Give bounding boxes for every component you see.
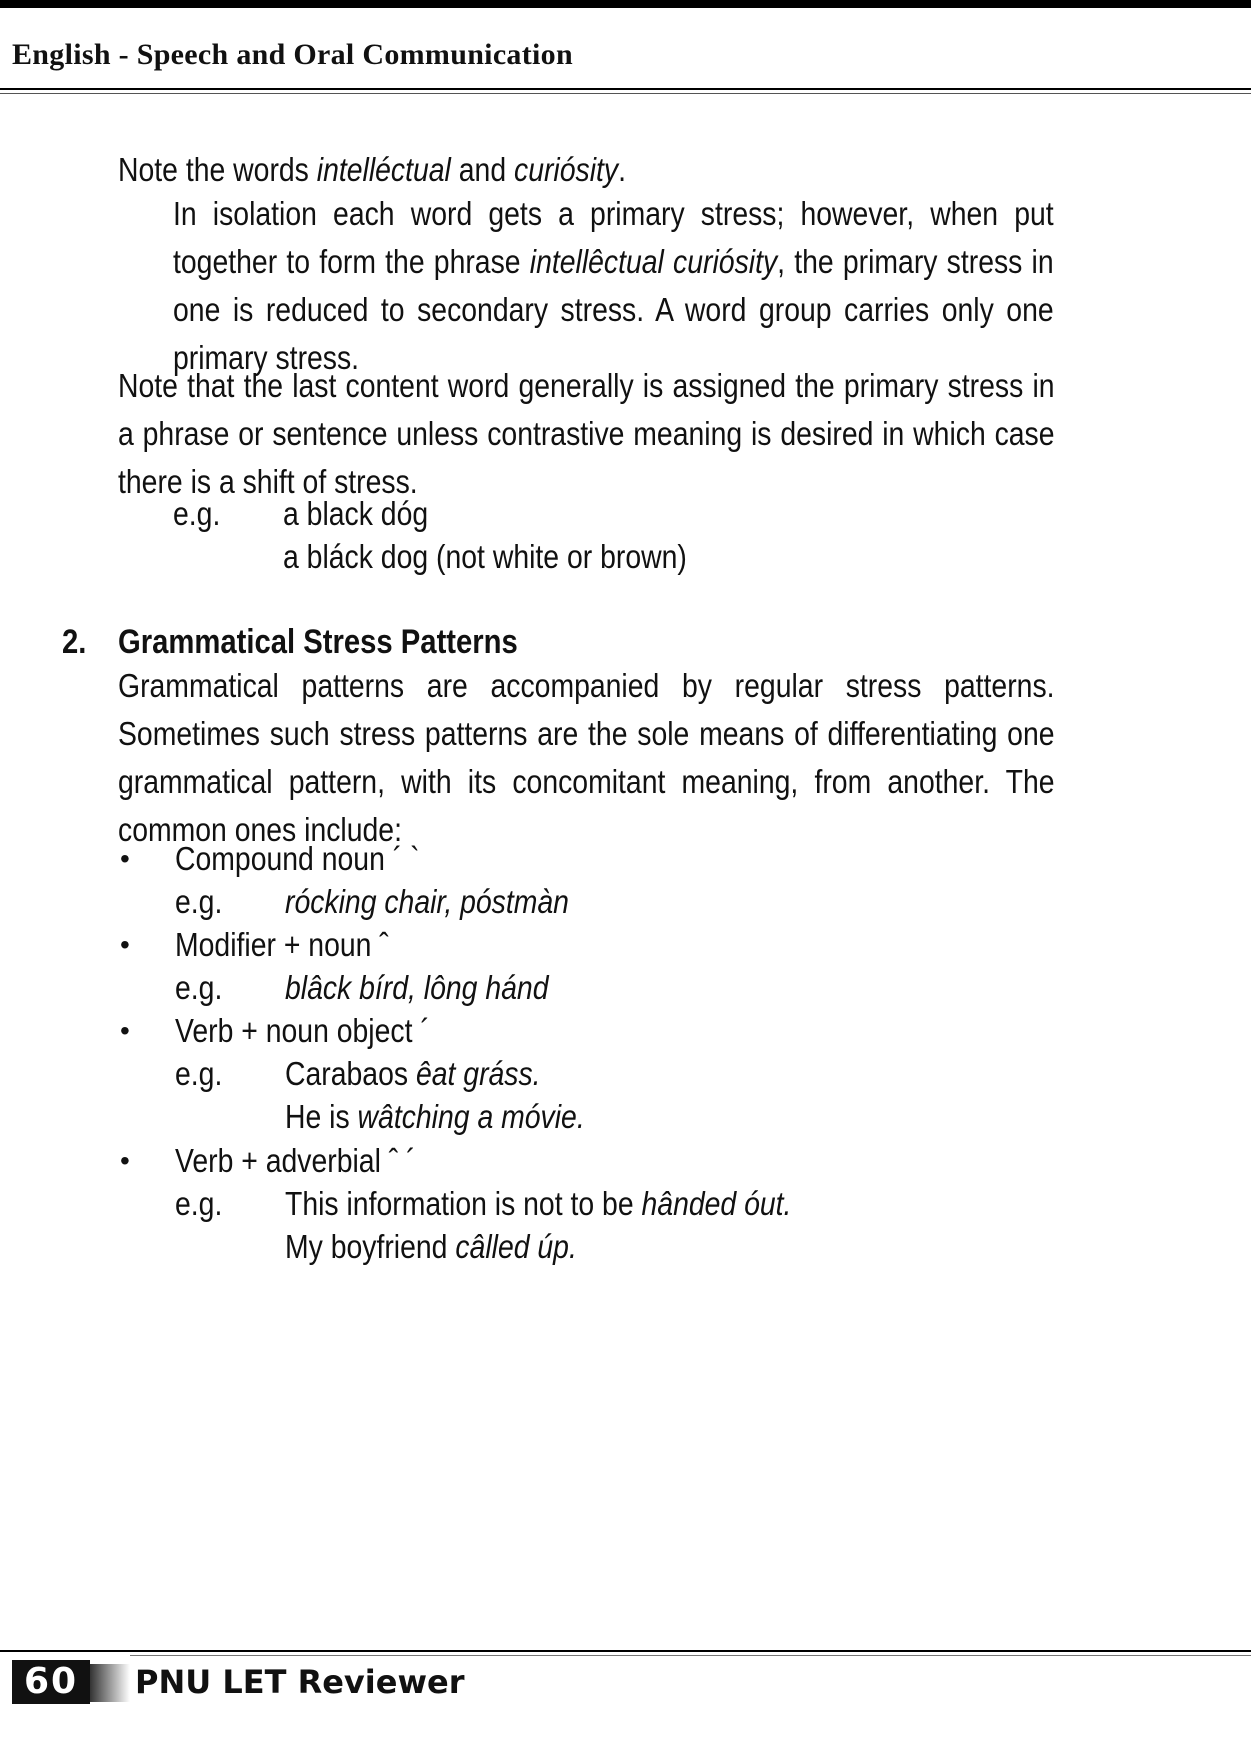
stress-marks: ˆ ´ <box>388 1142 416 1179</box>
note1-word-curiosity: curiósity <box>514 151 619 188</box>
footer-rule-thin <box>130 1655 1251 1656</box>
stress-marks: ´ <box>420 1012 430 1049</box>
eg-label: e.g. <box>175 1055 223 1092</box>
bullet-label: Verb + noun object <box>175 1012 413 1049</box>
stress-marks: ˆ <box>379 926 389 963</box>
example-stressed: êat gráss. <box>415 1055 541 1092</box>
last-content-word-paragraph: Note that the last content word generally is assigned the primary stress in a phrase or sentence unless contrastive meaning is desired in which case there is a shift of stress. <box>118 367 1055 500</box>
example-black-dog: a black dóg <box>283 495 429 532</box>
header-rule <box>0 88 1251 90</box>
example-text: Carabaos <box>285 1055 416 1092</box>
bullet-verb-noun-object <box>175 1007 430 1055</box>
eg-label: e.g. <box>175 969 223 1006</box>
para1-text: In isolation each word gets a primary stress; however, when put together to form the phrase <box>173 195 1054 280</box>
section-number: 2. <box>62 623 87 661</box>
eg-label: e.g. <box>173 495 221 532</box>
example-modifier-noun <box>285 964 548 1012</box>
example-text: This information is not to be <box>285 1185 642 1222</box>
bullet-label: Verb + adverbial <box>175 1142 381 1179</box>
example-text: He is <box>285 1098 358 1135</box>
bullet: • <box>120 1015 130 1046</box>
example-verb-adverbial-1 <box>285 1180 791 1228</box>
example-verb-noun-1 <box>285 1050 541 1098</box>
note1-period: . <box>618 151 626 188</box>
running-head: English - Speech and Oral Communication <box>12 38 573 71</box>
top-rule <box>0 0 1251 8</box>
grammatical-patterns-paragraph: Grammatical patterns are accompanied by regular stress patterns. Sometimes such stress patterns are the sole means of differentiating one grammatical pattern, with its concomitant meaning, from another. The common ones include: <box>118 667 1055 848</box>
bullet-label: Modifier + noun <box>175 926 372 963</box>
example-stressed: rócking chair, póstmàn <box>285 883 569 920</box>
para1-phrase: intellêctual curiósity <box>529 243 778 280</box>
bullet: • <box>120 929 130 960</box>
note1-and: and <box>450 151 515 188</box>
isolation-paragraph <box>173 190 1054 382</box>
example-stressed: blâck bírd, lông hánd <box>285 969 549 1006</box>
example-stressed: hânded óut. <box>641 1185 792 1222</box>
example-text: My boyfriend <box>285 1228 456 1265</box>
bullet-label: Compound noun <box>175 840 385 877</box>
eg-label: e.g. <box>175 883 223 920</box>
note1-text: Note the words <box>118 151 317 188</box>
example-verb-noun-2 <box>285 1093 585 1141</box>
footer-rule <box>0 1650 1251 1652</box>
bullet-compound-noun <box>175 835 420 883</box>
example-compound-noun <box>285 878 569 926</box>
bullet: • <box>120 1145 130 1176</box>
stress-marks: ´ ` <box>392 840 420 877</box>
bullet-verb-adverbial <box>175 1137 416 1185</box>
bullet: • <box>120 843 130 874</box>
page-badge-fade <box>90 1664 130 1702</box>
note1-word-intellectual: intelléctual <box>316 151 451 188</box>
note-words-line <box>118 146 626 194</box>
section-title: Grammatical Stress Patterns <box>118 623 518 661</box>
footer-title: PNU LET Reviewer <box>135 1663 465 1701</box>
header-rule-thin <box>0 93 1251 94</box>
example-stressed: câlled úp. <box>455 1228 577 1265</box>
example-verb-adverbial-2 <box>285 1223 577 1271</box>
example-stressed: wâtching a móvie. <box>357 1098 585 1135</box>
page-number: 60 <box>12 1660 90 1704</box>
example-black-dog-contrast: a bláck dog (not white or brown) <box>283 538 687 575</box>
bullet-modifier-noun <box>175 921 389 969</box>
para1-text-end: , the primary stress in one is reduced to secondary stress. A word group carries only one primary stress. <box>173 243 1054 376</box>
eg-label: e.g. <box>175 1185 223 1222</box>
